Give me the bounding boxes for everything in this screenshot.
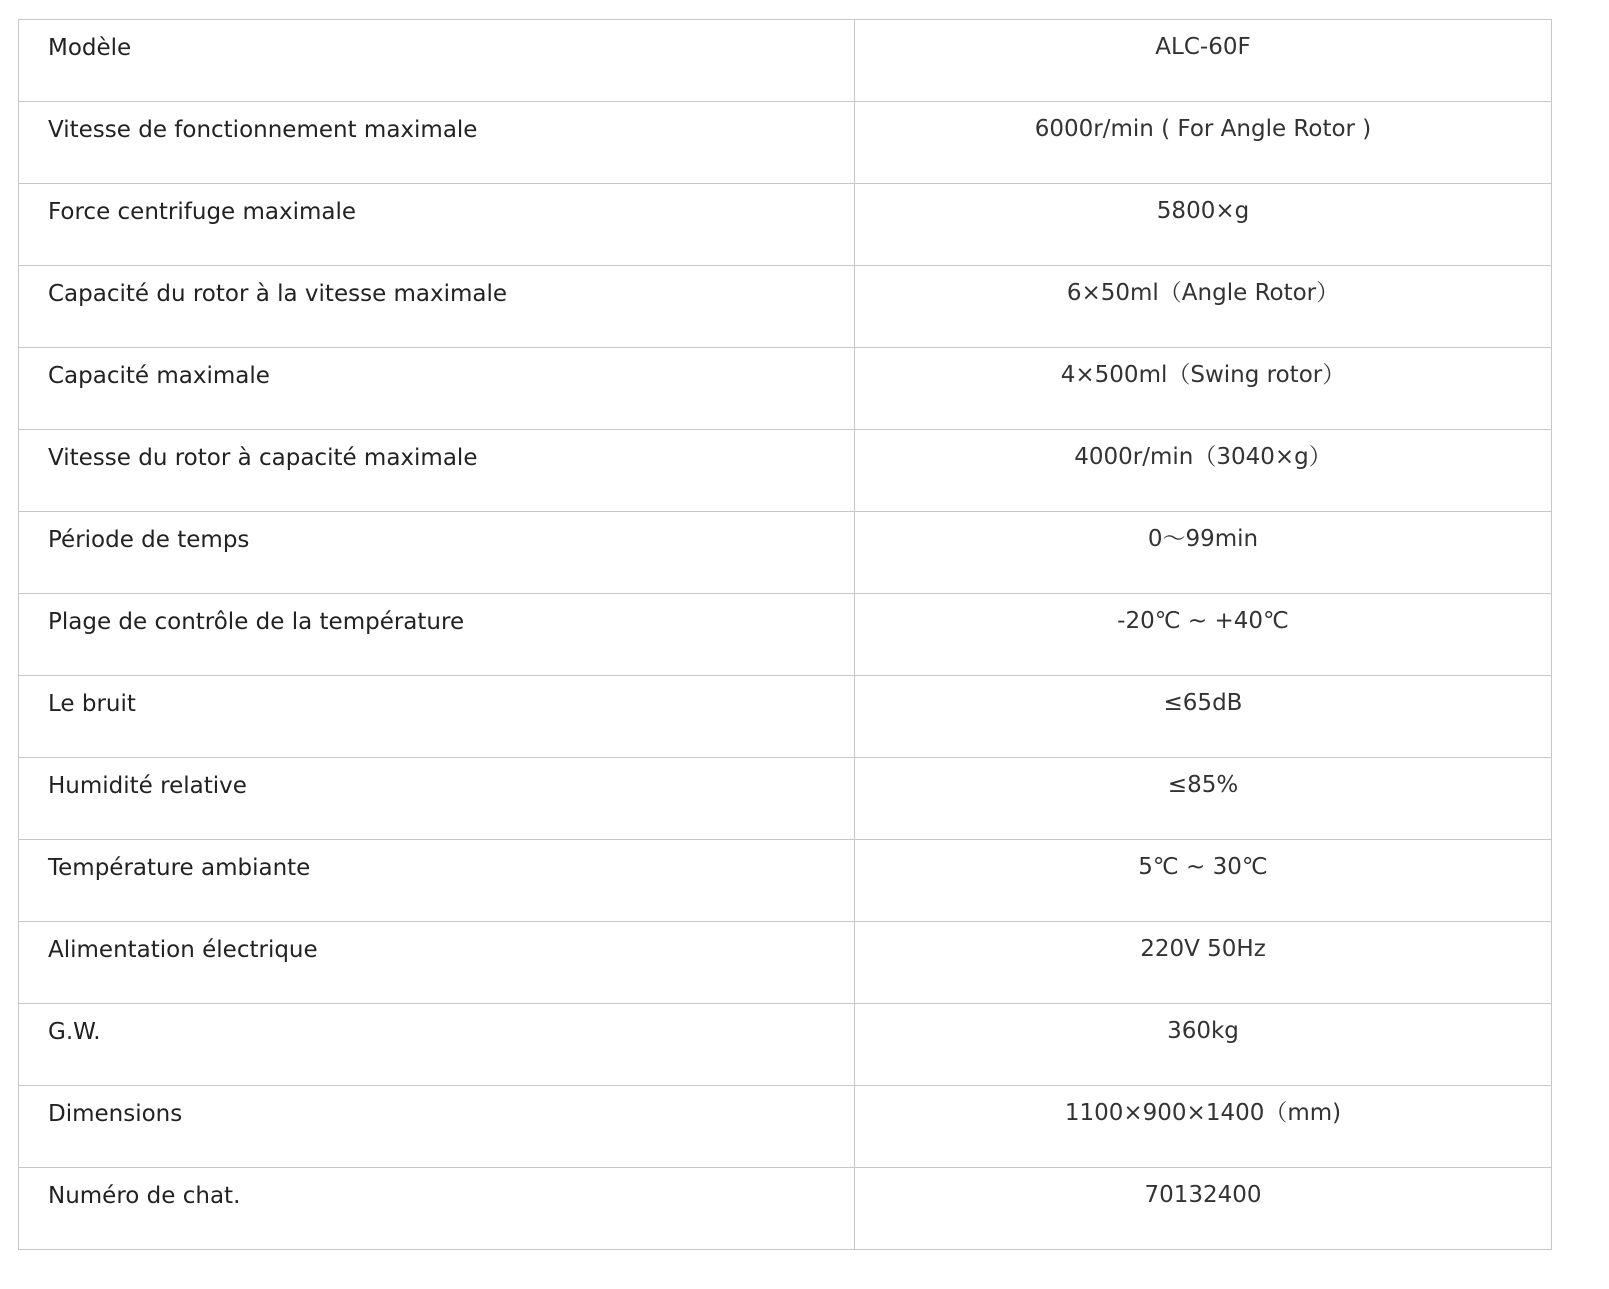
table-row [19, 348, 1552, 430]
table-row [19, 20, 1552, 102]
spec-label-timer: Période de temps [19, 512, 855, 594]
table-row [19, 266, 1552, 348]
spec-value-noise: ≤65dB [855, 676, 1552, 758]
spec-label-dimensions: Dimensions [19, 1086, 855, 1168]
spec-value-capacity-at-max-speed: 6×50ml（Angle Rotor） [855, 266, 1552, 348]
spec-label-gross-weight: G.W. [19, 1004, 855, 1086]
spec-value-max-speed: 6000r/min ( For Angle Rotor ) [855, 102, 1552, 184]
spec-value-model: ALC-60F [855, 20, 1552, 102]
table-row [19, 512, 1552, 594]
table-row [19, 922, 1552, 1004]
spec-label-temperature-range: Plage de contrôle de la température [19, 594, 855, 676]
table-row [19, 1086, 1552, 1168]
spec-label-power-supply: Alimentation électrique [19, 922, 855, 1004]
spec-label-catalog-number: Numéro de chat. [19, 1168, 855, 1250]
spec-label-humidity: Humidité relative [19, 758, 855, 840]
spec-label-max-speed: Vitesse de fonctionnement maximale [19, 102, 855, 184]
table-row [19, 594, 1552, 676]
table-row [19, 102, 1552, 184]
spec-label-max-rcf: Force centrifuge maximale [19, 184, 855, 266]
spec-value-humidity: ≤85% [855, 758, 1552, 840]
spec-value-max-capacity: 4×500ml（Swing rotor） [855, 348, 1552, 430]
spec-value-temperature-range: -20℃ ~ +40℃ [855, 594, 1552, 676]
table-row [19, 1168, 1552, 1250]
spec-label-capacity-at-max-speed: Capacité du rotor à la vitesse maximale [19, 266, 855, 348]
spec-value-ambient-temperature: 5℃ ~ 30℃ [855, 840, 1552, 922]
table-row [19, 1004, 1552, 1086]
table-row [19, 758, 1552, 840]
spec-label-ambient-temperature: Température ambiante [19, 840, 855, 922]
spec-value-dimensions: 1100×900×1400（mm) [855, 1086, 1552, 1168]
spec-label-speed-at-max-capacity: Vitesse du rotor à capacité maximale [19, 430, 855, 512]
table-row [19, 840, 1552, 922]
spec-value-power-supply: 220V 50Hz [855, 922, 1552, 1004]
table-row [19, 676, 1552, 758]
spec-value-max-rcf: 5800×g [855, 184, 1552, 266]
spec-value-catalog-number: 70132400 [855, 1168, 1552, 1250]
table-row [19, 430, 1552, 512]
spec-label-max-capacity: Capacité maximale [19, 348, 855, 430]
spec-label-noise: Le bruit [19, 676, 855, 758]
table-row [19, 184, 1552, 266]
spec-value-speed-at-max-capacity: 4000r/min（3040×g） [855, 430, 1552, 512]
spec-value-gross-weight: 360kg [855, 1004, 1552, 1086]
spec-value-timer: 0～99min [855, 512, 1552, 594]
spec-table [18, 19, 1552, 1250]
spec-label-model: Modèle [19, 20, 855, 102]
